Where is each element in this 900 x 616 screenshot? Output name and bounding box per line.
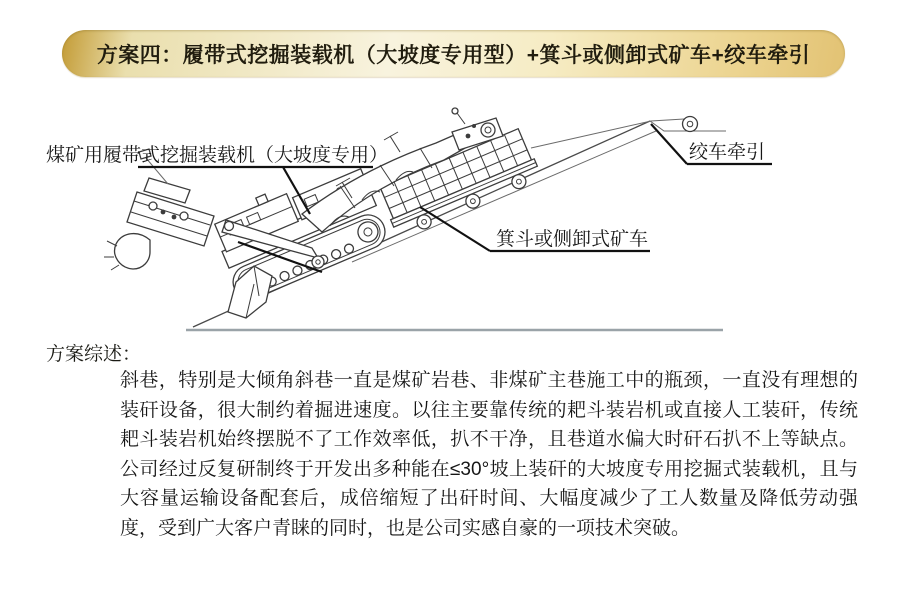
mine-car-label-leader bbox=[420, 207, 490, 251]
summary-body: 斜巷，特别是大倾角斜巷一直是煤矿岩巷、非煤矿主巷施工中的瓶颈，一直没有理想的装矸设备，很大制约着掘进速度。以往主要靠传统的耙斗装岩机或直接人工装矸，传统耙斗装岩机始终摆脱不了工作效率低，扒不干净，且巷道水偏大时矸石扒不上等缺点。公司经过反复研制终于开发出多种能在≤30°坡上装矸的大坡度专用挖掘式装载机，且与大容量运输设备配套后，成倍缩短了出矸时间、大幅度减少了工人数量及降低劳动强度，受到广大客户青睐的同时，也是公司实感自豪的一项技术突破。 bbox=[120, 370, 858, 539]
winch-assembly bbox=[531, 117, 698, 149]
excavator-label: 煤矿用履带式挖掘装载机（大坡度专用） bbox=[46, 145, 389, 166]
winch-rope bbox=[531, 119, 684, 148]
excavator-claw-bucket bbox=[104, 234, 150, 270]
winch-pulley-icon bbox=[683, 117, 698, 132]
excavator-drawing bbox=[104, 108, 503, 318]
winch-label: 绞车牵引 bbox=[689, 142, 766, 163]
mine-car-label: 箕斗或侧卸式矿车 bbox=[496, 229, 649, 250]
summary-heading: 方案综述： bbox=[46, 344, 142, 365]
scheme-banner-title: 方案四：履带式挖掘装载机（大坡度专用型）+箕斗或侧卸式矿车+绞车牵引 bbox=[96, 43, 811, 67]
winch-label-leader bbox=[651, 124, 687, 164]
